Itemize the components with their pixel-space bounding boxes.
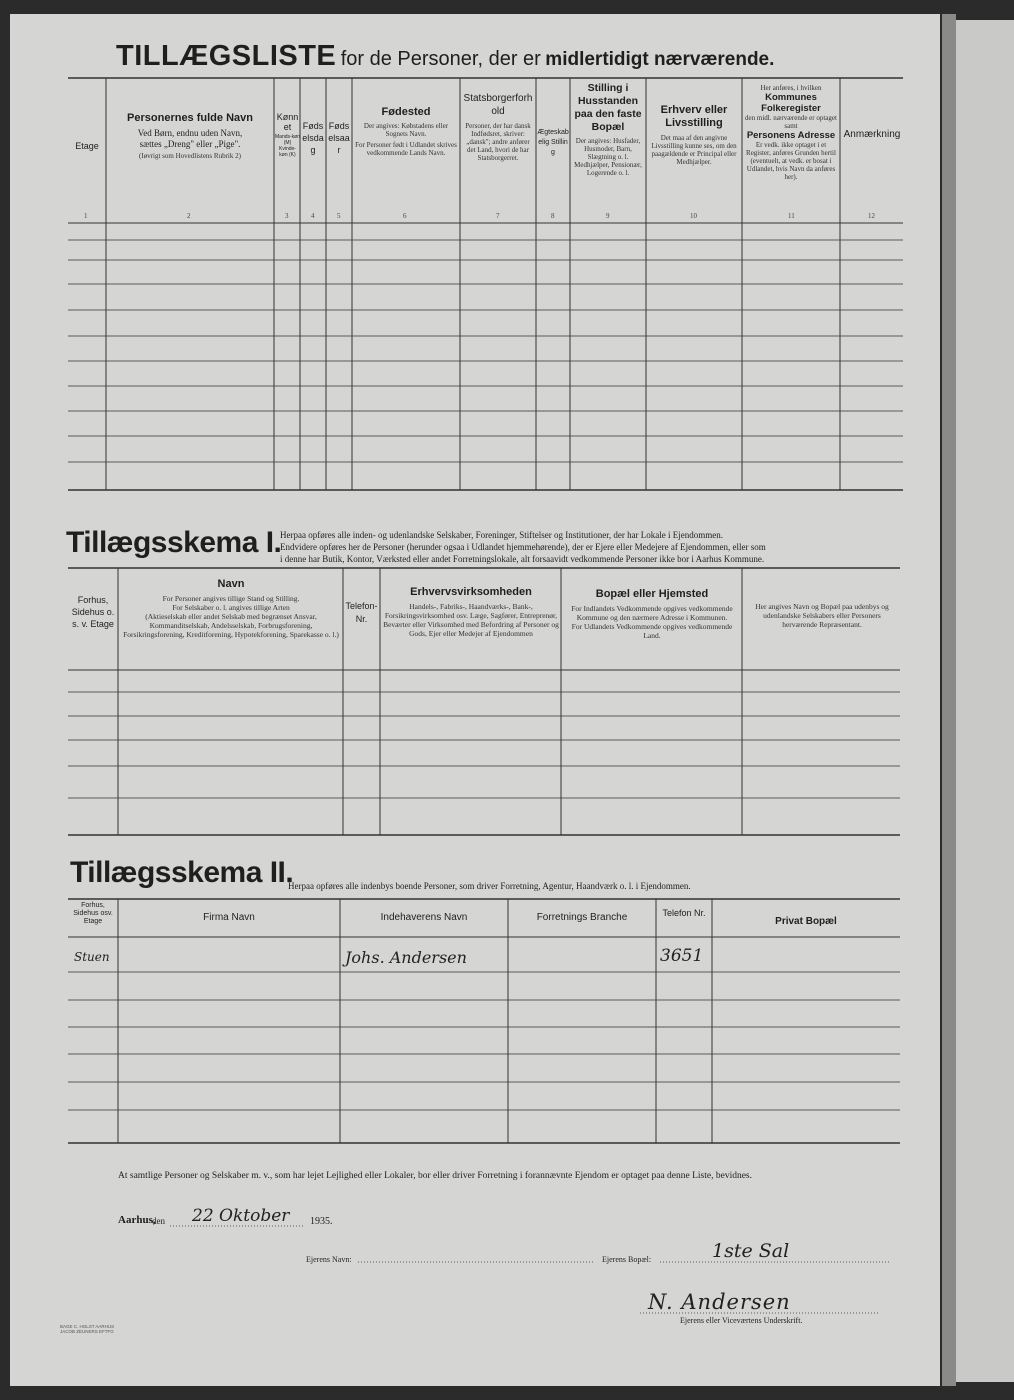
s1-col-residence-note-a: For Indlandets Vedkommende opgives vedkommende Kommune og den nærmere Adresse i Kommunen. — [571, 604, 733, 622]
t1-col-household-title: Stilling i Husstanden paa den faste Bopæl — [574, 82, 642, 133]
footer-year: 1935. — [310, 1216, 333, 1227]
footer-date: 22 Oktober — [192, 1206, 290, 1226]
s2-row1-phone: 3651 — [660, 946, 704, 966]
t1-col-occupation-title: Erhverv eller Livsstilling — [660, 104, 728, 129]
t1-colnum: 5 — [337, 212, 341, 220]
t1-col-citizenship-title: Statsborgerforhold — [463, 93, 533, 117]
t1-col-birthyear: Fødselsaar — [328, 121, 350, 155]
t1-colnum: 3 — [285, 212, 289, 220]
t1-colnum: 8 — [551, 212, 555, 220]
t1-col-register-e: Er vedk. ikke optaget i et Register, anføres Grunden hertil (eventuelt, at vedk. er bosat i Udlandet, hvis Navn da anføres her). — [746, 141, 836, 181]
s1-col-name-note-b: For Selskaber o. l. angives tillige Arten — [172, 603, 290, 612]
attestation: At samtlige Personer og Selskaber m. v., som har lejet Lejlighed eller Lokaler, bor eller driver Forretning i forannævnte Ejendom er optaget paa denne Liste, bevidnes. — [118, 1171, 752, 1181]
t1-col-etage: Etage — [75, 141, 99, 151]
schema-1-title: Tillægsskema I. — [66, 526, 282, 559]
s2-col-etage: Forhus, Sidehus osv. Etage — [73, 902, 113, 925]
t1-col-name-title: Personernes fulde Navn — [127, 112, 253, 124]
t1-colnum: 7 — [496, 212, 500, 220]
t1-colnum: 11 — [788, 212, 795, 220]
s1-col-residence — [564, 588, 740, 640]
t1-col-marital: Ægteskabelig Stilling — [537, 129, 569, 156]
title-main: TILLÆGSLISTE — [116, 40, 337, 72]
t1-colnum: 9 — [606, 212, 610, 220]
s2-col-private-address: Privat Bopæl — [775, 916, 837, 927]
s1-col-residence-note-b: For Udlandets Vedkommende opgives vedkommende Land. — [571, 622, 733, 640]
t1-col-citizenship — [462, 92, 534, 162]
schema-1-intro — [280, 529, 910, 565]
owner-address-handwritten: 1ste Sal — [712, 1240, 790, 1262]
s1-col-business — [383, 586, 559, 638]
schema-1-intro-line: Herpaa opføres alle inden- og udenlandske Selskaber, Foreninger, Stiftelser og Institutioner, der har Lokale i Ejendommen. — [280, 530, 724, 540]
title-emphasis: midlertidigt nærværende. — [545, 49, 775, 70]
t1-col-name-note-a: Ved Børn, endnu uden Navn, — [137, 128, 243, 138]
t1-colnum: 10 — [690, 212, 697, 220]
s2-row1-etage: Stuen — [74, 950, 110, 964]
s2-row1-owner: Johs. Andersen — [345, 948, 467, 967]
title-rest: for de Personer, der er — [340, 48, 541, 70]
s1-col-business-note: Handels-, Fabriks-, Haandværks-, Bank-, Forsikringsvirksomhed osv. Læge, Sagfører, Entreprenør, Beværter eller Virksomhed med Befordring af Personer og Gods, Ejer eller Medejer af Ejendommen — [383, 602, 559, 638]
printer-mark: BAGE C. HOLST AARHUS JACOB ZEUNERS EFTFG — [60, 1324, 115, 1334]
t1-col-register-c: den midl. nærværende er optaget samt — [745, 114, 837, 130]
s1-col-name — [121, 578, 341, 639]
t1-col-occupation-note: Det maa af den angivne Livsstilling kunne ses, om den paagældende er Principal eller Medhjælper. — [651, 134, 737, 166]
s2-col-firm: Firma Navn — [203, 912, 255, 923]
t1-col-name-note-c: (Iøvrigt som Hovedlistens Rubrik 2) — [139, 152, 241, 160]
t1-col-name — [108, 112, 272, 160]
t1-col-household-note: Der angives: Husfader, Husmoder, Barn, Slægtning o. l. Medhjælper, Pensionær, Logerende o. l. — [574, 137, 642, 177]
s2-col-owner: Indehaverens Navn — [380, 912, 468, 923]
schema-2-title: Tillægsskema II. — [70, 856, 294, 889]
t1-col-birthday: Fødselsdag — [302, 121, 324, 155]
t1-col-gender-title: Kønnet — [276, 112, 299, 132]
t1-col-remarks: Anmærkning — [843, 129, 901, 140]
t1-col-register-a: Her anføres, i hvilken — [760, 84, 822, 92]
schema-1-intro-line: Endvidere opføres her de Personer (herunder ogsaa i Udlandet hjemmehørende), der er Ejere eller Medejere af Ejendommen, eller som — [280, 542, 766, 552]
owner-signature: N. Andersen — [648, 1290, 791, 1314]
t1-colnum: 6 — [403, 212, 407, 220]
footer-city: Aarhus, — [118, 1214, 156, 1226]
t1-colnum: 2 — [187, 212, 191, 220]
signature-label: Ejerens eller Viceværtens Underskrift. — [680, 1316, 803, 1325]
t1-col-household — [572, 82, 644, 177]
t1-col-birthplace-note-b: For Personer født i Udlandet skrives vedkommende Lands Navn. — [355, 141, 457, 157]
s1-col-residence-title: Bopæl eller Hjemsted — [595, 588, 709, 600]
s2-col-phone: Telefon Nr. — [662, 908, 706, 918]
s1-col-representative: Her angives Navn og Bopæl paa udenbys og udenlandske Selskabers eller Personers herværende Repræsentant. — [755, 602, 889, 629]
t1-col-register — [744, 84, 838, 181]
s1-col-name-note-a: For Personer angives tillige Stand og Stilling. — [162, 594, 300, 603]
t1-col-name-note-b: sættes „Dreng" eller „Pige". — [139, 139, 241, 149]
t1-col-register-d: Personens Adresse — [746, 130, 836, 141]
owner-name-label: Ejerens Navn: — [306, 1255, 352, 1264]
t1-col-gender-m: Mands-køn (M) — [275, 134, 301, 146]
t1-colnum: 4 — [311, 212, 315, 220]
schema-1-intro-line: i denne har Butik, Kontor, Værksted eller andet Forretningslokale, alt forsaavidt vedkommende Personer ikke bor i Aarhus Kommune. — [280, 554, 765, 564]
t1-col-citizenship-note: Personer, der har dansk Indfødsret, skriver: „dansk"; andre anfører det Land, hvori de har Statsborgerret. — [465, 122, 531, 162]
t1-col-birthplace-title: Fødested — [381, 106, 431, 118]
t1-colnum: 12 — [868, 212, 875, 220]
t1-col-occupation — [648, 104, 740, 166]
s1-col-name-title: Navn — [217, 578, 245, 590]
t1-colnum: 1 — [84, 212, 88, 220]
t1-col-gender-k: Kvinde-køn (K) — [279, 146, 296, 158]
s1-col-etage: Forhus, Sidehus o. s. v. Etage — [71, 595, 115, 629]
footer-den: den — [152, 1216, 165, 1226]
t1-col-register-b: Kommunes Folkeregister — [761, 92, 821, 114]
schema-2-intro: Herpaa opføres alle indenbys boende Personer, som driver Forretning, Agentur, Haandværk o. l. i Ejendommen. — [288, 881, 691, 891]
s2-col-branch: Forretnings Branche — [536, 912, 628, 923]
t1-col-birthplace — [354, 106, 458, 157]
owner-address-label: Ejerens Bopæl: — [602, 1255, 652, 1264]
t1-col-birthplace-note-a: Der angives: Købstadens eller Sognets Navn. — [363, 122, 449, 138]
s1-col-business-title: Erhvervsvirksomheden — [410, 586, 532, 598]
s1-col-name-note-c: (Aktieselskab eller andet Selskab med begrænset Ansvar, Kommanditselskab, Andelsselskab, Forbrugsforening, Forsikringsforening, Kreditforening, Hypotekforening, Sparekasse o. l.) — [123, 612, 339, 639]
t1-col-gender — [275, 112, 300, 158]
s1-col-phone: Telefon-Nr. — [345, 601, 378, 624]
